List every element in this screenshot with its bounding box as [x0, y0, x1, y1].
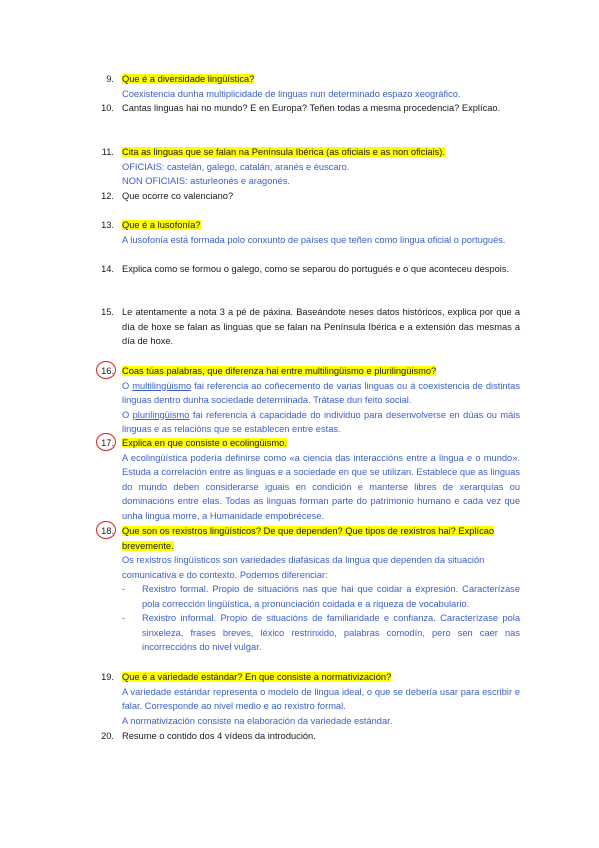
answer: Os rexistros lingüísticos son variedades diafásicas da lingua que dependen da situación comunicativa e do contexto. Podemos diferenciar: - Rexistro formal. Propio de situacións nas que hai que coidar a expresión. Caracterízase pola corrección lingüística, a pronunciación coidada e a riqueza de vocabulario. - Rexistro informal. Propio de situacións de familiaridade e confianza. Caracterízase pola sinxeleza, frases breves, léxico restrinxido, palabras comodín, pero sen caer nas incorreccións do nivel vulgar.	[122, 553, 520, 655]
question-number: 18.	[101, 526, 114, 536]
question-text: Que é a lusofonía?	[122, 220, 201, 230]
answer: A variedade estándar representa o modelo de lingua ideal, o que se debería usar para escribir e falar. Corresponde ao nivel medio e ao rexistro formal. A normativización consiste na elaboración da variedade estándar.	[122, 686, 520, 726]
question-number: 9.	[106, 74, 114, 84]
list-item: - Rexistro formal. Propio de situacións nas que hai que coidar a expresión. Caracterízase pola corrección lingüística, a pronunciación coidada e a riqueza de vocabulario.	[122, 584, 520, 609]
question-text: Que é a diversidade lingüística?	[122, 74, 255, 84]
question-13	[100, 218, 520, 247]
answer: Coexistencia dunha multiplicidade de linguas nun determinado espazo xeográfico.	[122, 88, 461, 99]
question-number: 20.	[101, 731, 114, 741]
question-9	[100, 72, 520, 101]
question-14	[100, 262, 520, 277]
question-number: 14.	[101, 264, 114, 274]
list-item: - Rexistro informal. Propio de situacións de familiaridade e confianza. Caracterízase pola sinxeleza, frases breves, léxico restrinxido, palabras comodín, pero sen caer nas incorreccións do nivel vulgar.	[122, 613, 520, 652]
question-16	[100, 364, 520, 437]
question-number: 16.	[101, 366, 114, 376]
question-number: 19.	[101, 672, 114, 682]
question-11	[100, 145, 520, 189]
question-text: Le atentamente a nota 3 a pé de páxina. Baseándote neses datos históricos, explica por que a día de hoxe se falan as linguas que se falan na Península Ibérica e a extensión das mesmas a día de hoxe.	[122, 307, 520, 346]
answer: OFICIAIS: castelán, galego, catalán, aranés e éuscaro. NON OFICIAIS: asturleonés e aragonés.	[122, 161, 350, 186]
question-text: Cantas linguas hai no mundo? E en Europa? Teñen todas a mesma procedencia? Explícao.	[122, 103, 501, 113]
question-text: Que ocorre co valenciano?	[122, 191, 234, 201]
question-number: 10.	[101, 103, 114, 113]
question-number: 13.	[101, 220, 114, 230]
answer: A ecolingüística podería definirse como «a ciencia das interaccións entre a lingua e o mundo». Estuda a correlación entre as linguas e a sociedade en que se utilizan. Establece que as linguas do mundo deben considerarse iguais en condición e manterse libres de xerarquías ou dominacións entre elas. Todas as linguas forman parte do patrimonio humano e cada vez que unha lingua morre, a Humanidade empobrécese.	[122, 452, 520, 521]
question-text: Resume o contido dos 4 vídeos da introdución.	[122, 731, 316, 741]
question-18	[100, 524, 520, 655]
question-number: 12.	[101, 191, 114, 201]
question-text: Explica como se formou o galego, como se separou do portugués e o que aconteceu despois.	[122, 264, 510, 274]
question-text: Cita as linguas que se falan na Península Ibérica (as oficiais e as non oficiais).	[122, 147, 445, 157]
question-number: 15.	[101, 307, 114, 317]
question-15	[100, 305, 520, 349]
question-20	[100, 729, 520, 744]
question-text: Explica en que consiste o ecolingüismo.	[122, 438, 287, 448]
answer: A lusofonía está formada polo conxunto de países que teñen como lingua oficial o portugués.	[122, 234, 506, 245]
question-17	[100, 436, 520, 523]
answer: O multilingüismo fai referencia ao coñecemento de varias linguas ou á coexistencia de distintas linguas dentro dunha sociedade determinada. Trátase dun feito social. O plurilingüismo fai referencia á capacidade do individuo para desenvolverse en dúas ou máis linguas e as relacións que se establecen entre estas.	[122, 380, 520, 434]
question-19	[100, 670, 520, 728]
question-text: Coas túas palabras, que diferenza hai entre multilingüismo e plurilingüismo?	[122, 366, 437, 376]
question-number: 17.	[101, 438, 114, 448]
question-text: Que son os rexistros lingüísticos? De que dependen? Que tipos de rexistros hai? Explícao brevemente.	[122, 526, 495, 551]
question-text: Que é a variedade estándar? En que consiste a normativización?	[122, 672, 392, 682]
question-number: 11.	[101, 147, 114, 157]
question-12	[100, 189, 520, 204]
question-10	[100, 101, 520, 116]
